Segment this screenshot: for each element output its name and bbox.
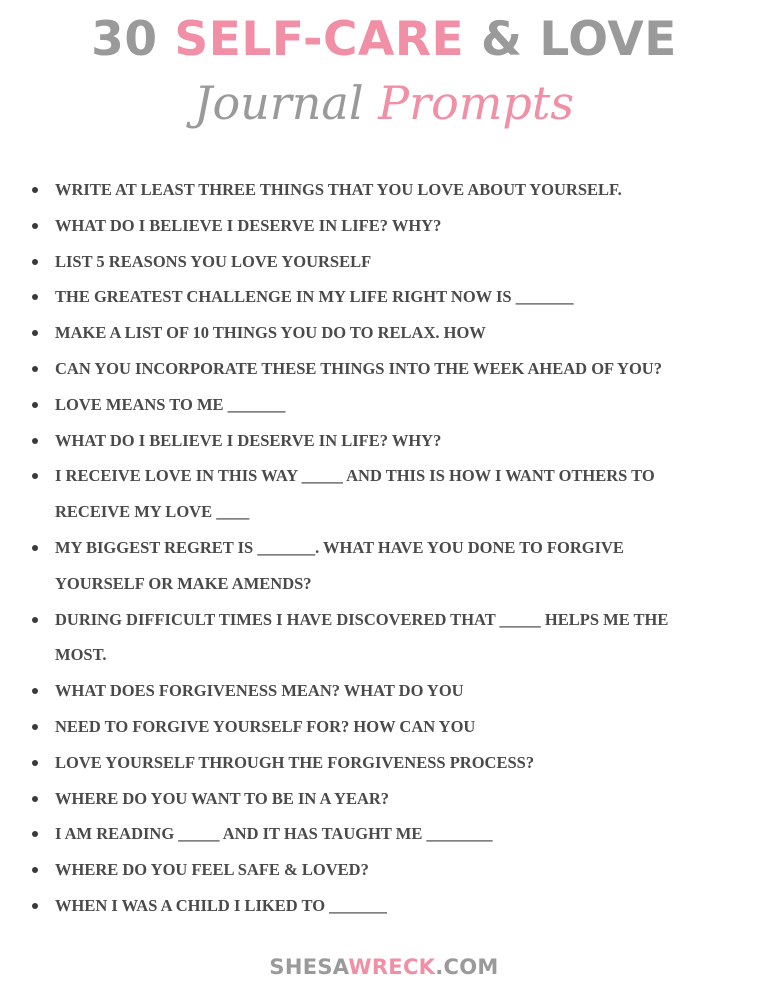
title-highlight: SELF-CARE: [174, 12, 465, 67]
list-item: [30, 423, 730, 459]
list-item: [30, 351, 730, 387]
list-item: [30, 888, 730, 924]
list-item: [30, 244, 730, 280]
prompt-text: LOVE MEANS TO ME _______: [55, 394, 286, 414]
prompt-text: WHAT DO I BELIEVE I DESERVE IN LIFE? WHY?: [55, 215, 442, 235]
bullet-icon: [32, 831, 38, 837]
bullet-icon: [32, 402, 38, 408]
prompt-text: WHEN I WAS A CHILD I LIKED TO _______: [55, 895, 387, 915]
bullet-icon: [32, 903, 38, 909]
prompt-text: THE GREATEST CHALLENGE IN MY LIFE RIGHT NOW IS _______: [55, 287, 574, 307]
subtitle-word-prompts: Prompts: [378, 76, 574, 130]
prompt-text: I AM READING _____ AND IT HAS TAUGHT ME ________: [55, 824, 493, 844]
prompt-text: WHERE DO YOU WANT TO BE IN A YEAR?: [55, 788, 390, 808]
bullet-icon: [32, 330, 38, 336]
bullet-icon: [32, 473, 38, 479]
prompt-text: I RECEIVE LOVE IN THIS WAY _____ AND THIS IS HOW I WANT OTHERS TO: [55, 466, 655, 486]
prompt-text: WHERE DO YOU FEEL SAFE & LOVED?: [55, 860, 369, 880]
list-item: [30, 315, 730, 351]
prompt-text-continued: YOURSELF OR MAKE AMENDS?: [55, 573, 312, 593]
bullet-icon: [32, 223, 38, 229]
list-item: [30, 530, 730, 602]
bullet-icon: [32, 366, 38, 372]
list-item: [30, 781, 730, 817]
bullet-icon: [32, 688, 38, 694]
prompt-text: CAN YOU INCORPORATE THESE THINGS INTO THE WEEK AHEAD OF YOU?: [55, 358, 662, 378]
bullet-icon: [32, 545, 38, 551]
bullet-icon: [32, 724, 38, 730]
prompt-text: WHAT DO I BELIEVE I DESERVE IN LIFE? WHY?: [55, 430, 442, 450]
list-item: [30, 852, 730, 888]
list-item: [30, 709, 730, 745]
bullet-icon: [32, 867, 38, 873]
bullet-icon: [32, 760, 38, 766]
prompt-text: WRITE AT LEAST THREE THINGS THAT YOU LOVE ABOUT YOURSELF.: [55, 180, 622, 199]
bullet-icon: [32, 187, 38, 193]
prompt-list: [30, 172, 730, 924]
prompt-text-continued: MOST.: [55, 645, 107, 665]
bullet-icon: [32, 294, 38, 300]
footer-part-wreck: WRECK: [348, 955, 436, 979]
list-item: [30, 387, 730, 423]
bullet-icon: [32, 259, 38, 265]
list-item: [30, 208, 730, 244]
prompt-text: WHAT DOES FORGIVENESS MEAN? WHAT DO YOU: [55, 681, 464, 701]
bullet-icon: [32, 796, 38, 802]
prompt-text-continued: RECEIVE MY LOVE ____: [55, 502, 250, 522]
subtitle-word-journal: Journal: [194, 76, 364, 130]
title-suffix: & LOVE: [464, 12, 677, 67]
list-item: [30, 673, 730, 709]
footer-part-com: .COM: [435, 955, 499, 979]
prompt-text: MAKE A LIST OF 10 THINGS YOU DO TO RELAX. HOW: [55, 323, 486, 343]
bullet-icon: [32, 617, 38, 623]
footer-website: [0, 955, 768, 979]
prompt-text: LOVE YOURSELF THROUGH THE FORGIVENESS PROCESS?: [55, 752, 535, 772]
list-item: [30, 816, 730, 852]
prompt-text: NEED TO FORGIVE YOURSELF FOR? HOW CAN YOU: [55, 716, 476, 736]
list-item: [30, 458, 730, 530]
page-subtitle: [0, 70, 768, 136]
list-item: [30, 745, 730, 781]
footer-part-shesa: SHESA: [269, 955, 349, 979]
prompt-text: DURING DIFFICULT TIMES I HAVE DISCOVERED THAT _____ HELPS ME THE: [55, 609, 669, 629]
list-item: [30, 602, 730, 674]
bullet-icon: [32, 438, 38, 444]
list-item: [30, 172, 730, 208]
list-item: [30, 279, 730, 315]
page-title: [0, 10, 768, 70]
prompt-text: LIST 5 REASONS YOU LOVE YOURSELF: [55, 251, 372, 271]
prompt-text: MY BIGGEST REGRET IS _______. WHAT HAVE YOU DONE TO FORGIVE: [55, 537, 624, 557]
title-number: 30: [91, 12, 175, 67]
